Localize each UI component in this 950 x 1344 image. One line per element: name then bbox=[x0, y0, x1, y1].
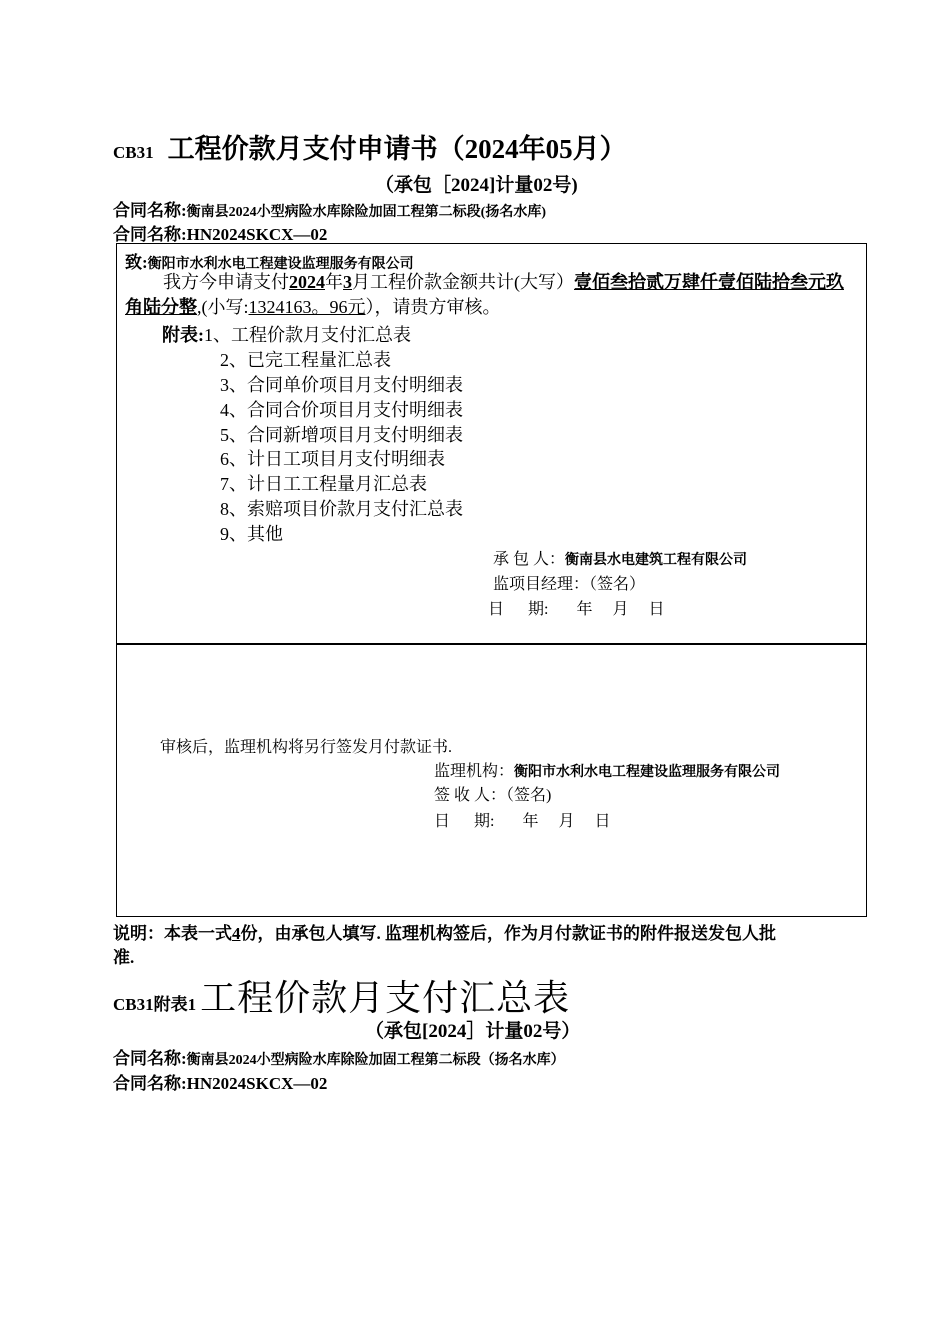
form-title: 工程价款月支付申请书（2024年05月） bbox=[167, 134, 627, 164]
review-note: 审核后，监理机构将另行签发月付款证书. bbox=[160, 739, 453, 756]
form-subtitle: （承包［2024]计量02号) bbox=[375, 175, 578, 196]
attachment-item: 4、合同合价项目月支付明细表 bbox=[220, 400, 463, 420]
supervisor-value: 衡阳市水利水电工程建设监理服务有限公司 bbox=[514, 765, 781, 780]
amount-in-figures: 1324163。96元 bbox=[248, 297, 366, 317]
attachment-item: 6、计日工项目月支付明细表 bbox=[220, 449, 445, 469]
form1-header bbox=[113, 127, 627, 166]
attachments-label-text: 附表: bbox=[162, 325, 204, 345]
contract-no-value: HN2024SKCX—02 bbox=[186, 1074, 328, 1093]
amount-in-words-b: 叁元玖角陆分整 bbox=[125, 272, 844, 317]
footnote-copies: 4 bbox=[232, 924, 241, 943]
contractor-value: 衡南县水电建筑工程有限公司 bbox=[565, 553, 748, 568]
body-year: 2024 bbox=[289, 272, 325, 292]
form-title: 工程价款月支付汇总表 bbox=[200, 978, 571, 1018]
attachment-item: 1、工程价款月支付汇总表 bbox=[204, 325, 411, 345]
contract-no-line bbox=[113, 1069, 327, 1094]
form-subtitle: （承包[2024］计量02号） bbox=[365, 1021, 581, 1042]
supervisor-line bbox=[434, 758, 780, 781]
contractor-line bbox=[493, 546, 747, 569]
body-text-4: ,(小写: bbox=[197, 297, 249, 317]
manager-signature-line: 监项目经理：（签名） bbox=[493, 576, 646, 593]
body-text-5: ），请贵方审核。 bbox=[365, 297, 501, 317]
contract-name-line bbox=[113, 1044, 565, 1069]
footnote-continuation: 准. bbox=[113, 948, 135, 967]
amount-in-words-a: 壹佰叁拾贰万肆仟壹佰陆拾 bbox=[574, 272, 790, 292]
date-line: 日 期: 年 月 日 bbox=[434, 813, 611, 830]
contract-no-value: HN2024SKCX—02 bbox=[186, 225, 328, 244]
contract-name-value: 衡南县2024小型病险水库除险加固工程第二标段(扬名水库) bbox=[186, 205, 546, 220]
contractor-label: 承 包 人： bbox=[493, 551, 566, 568]
form-code: CB31附表1 bbox=[113, 995, 197, 1014]
contract-no-line bbox=[113, 220, 327, 245]
attachment-item: 3、合同单价项目月支付明细表 bbox=[220, 375, 463, 395]
contract-name-value: 衡南县2024小型病险水库除险加固工程第二标段（扬名水库） bbox=[186, 1053, 565, 1068]
supervisor-label: 监理机构： bbox=[434, 763, 515, 780]
form-code: CB31 bbox=[113, 143, 154, 162]
body-text-1: 我方今申请支付 bbox=[163, 272, 289, 292]
body-text-3: 月工程价款金额共计(大写） bbox=[352, 272, 574, 292]
attachments-label bbox=[162, 321, 411, 347]
attachment-item: 5、合同新增项目月支付明细表 bbox=[220, 425, 463, 445]
receiver-signature-line: 签 收 人：（签名) bbox=[434, 787, 552, 804]
attachment-item: 2、已完工程量汇总表 bbox=[220, 350, 391, 370]
contract-no-label: 合同名称: bbox=[113, 1074, 187, 1093]
body-text-2: 年 bbox=[325, 272, 343, 292]
contract-name-label: 合同名称: bbox=[113, 201, 187, 220]
form2-header bbox=[113, 970, 570, 1021]
addressee-value: 衡阳市水利水电工程建设监理服务有限公司 bbox=[147, 257, 414, 272]
contract-name-line bbox=[113, 196, 546, 221]
date-line: 日 期: 年 月 日 bbox=[488, 601, 665, 618]
contract-name-label: 合同名称: bbox=[113, 1049, 187, 1068]
footnote-text-1: 说明：本表一式 bbox=[113, 924, 232, 943]
attachment-item: 9、其他 bbox=[220, 524, 283, 544]
application-body bbox=[125, 270, 861, 320]
contract-no-label: 合同名称: bbox=[113, 225, 187, 244]
attachment-item: 7、计日工工程量月汇总表 bbox=[220, 474, 427, 494]
body-month: 3 bbox=[343, 272, 352, 292]
footnote bbox=[113, 919, 776, 944]
footnote-text-2: 份，由承包人填写. 监理机构签后，作为月付款证书的附件报送发包人批 bbox=[240, 924, 776, 943]
addressee-label: 致: bbox=[125, 253, 148, 272]
attachment-item: 8、索赔项目价款月支付汇总表 bbox=[220, 499, 463, 519]
